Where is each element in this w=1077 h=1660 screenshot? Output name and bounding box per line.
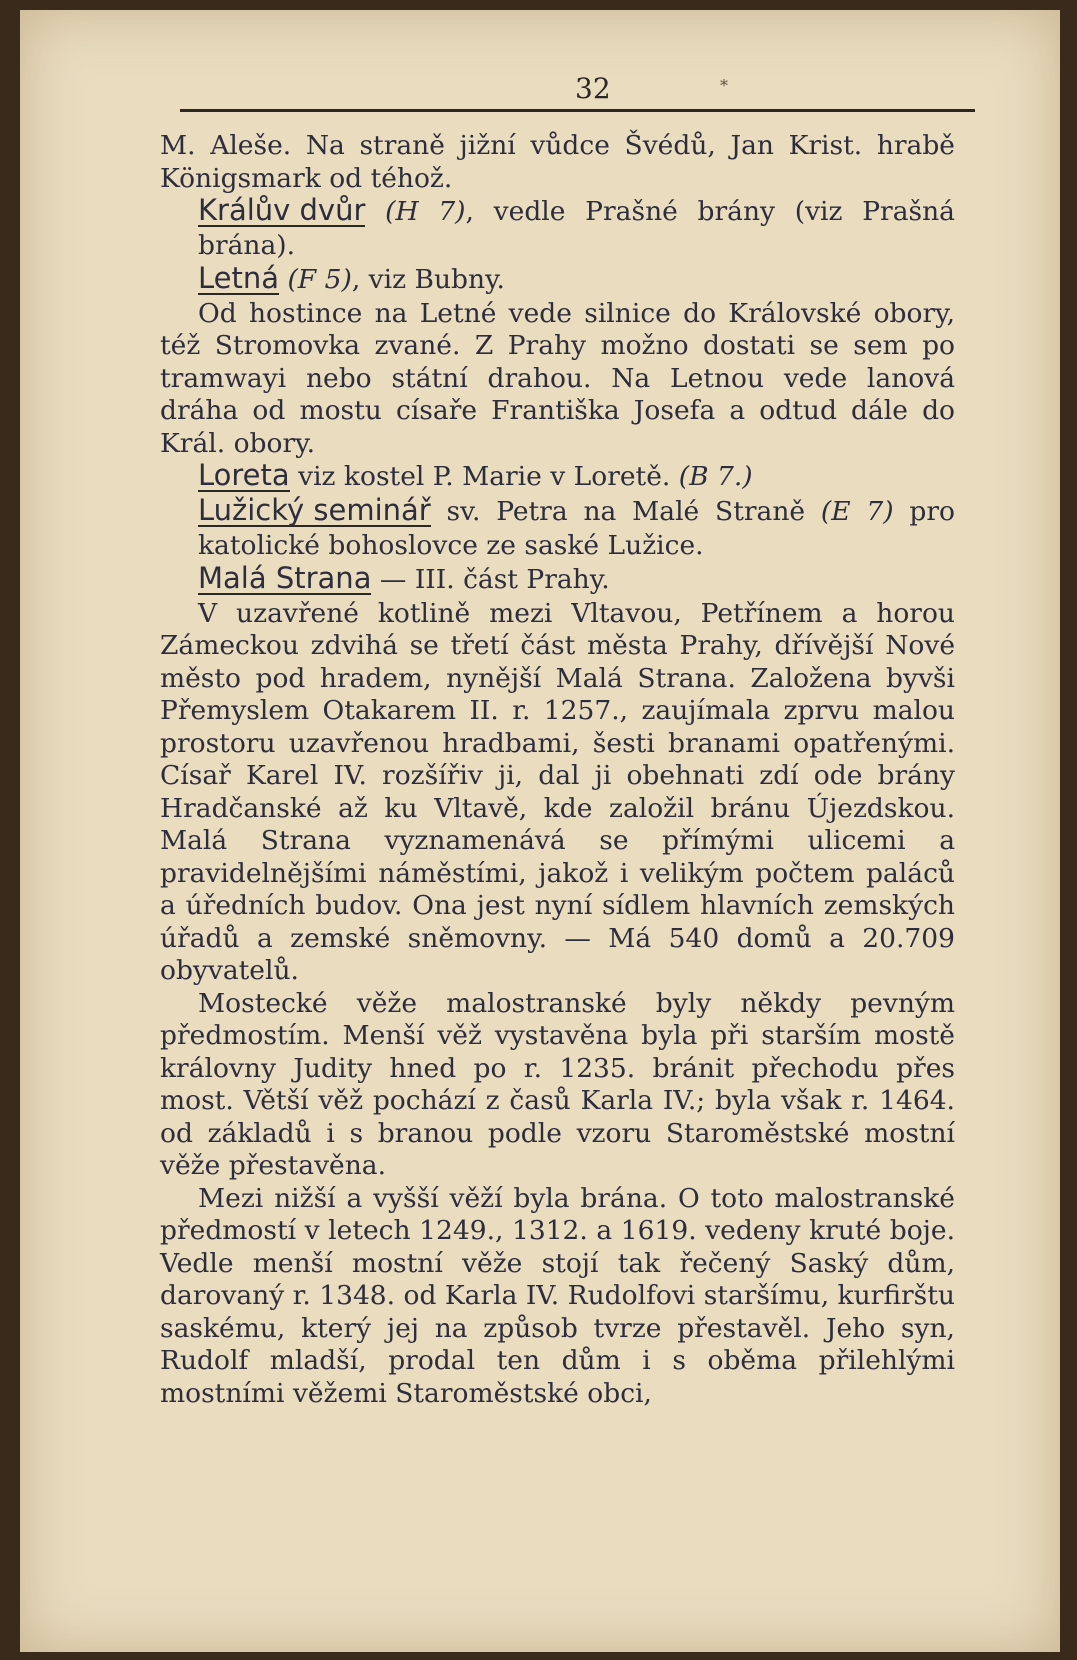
entry-letna bbox=[160, 260, 955, 298]
entry-loreta bbox=[160, 460, 955, 495]
paragraph-ales: M. Aleše. Na straně jižní vůdce Švédů, Jan Krist. hrabě Königsmark od téhož. bbox=[160, 130, 955, 194]
entry-heading: Malá Strana bbox=[198, 560, 372, 595]
map-reference: (E 7) bbox=[820, 496, 894, 527]
entry-text: , viz Bubny. bbox=[351, 263, 505, 295]
entry-text: — III. část Prahy. bbox=[371, 563, 610, 595]
page-body bbox=[160, 130, 955, 1410]
map-reference: (H 7) bbox=[385, 196, 466, 227]
entry-luzicky-seminar bbox=[160, 495, 955, 563]
entry-text: viz kostel P. Marie v Loretě. bbox=[289, 461, 679, 492]
map-reference: (F 5) bbox=[287, 263, 352, 295]
entry-heading: Loreta bbox=[198, 458, 290, 492]
map-reference: (B 7.) bbox=[678, 461, 753, 492]
entry-text: , vedle Prašné brány (viz Prašná brána). bbox=[198, 196, 955, 261]
header-rule bbox=[180, 109, 975, 112]
paragraph-mala-strana-1: V uzavřené kotlině mezi Vltavou, Petřínem a horou Zámeckou zdvihá se třetí část města Prahy, dřívější Nové město pod hradem, nynější Malá Strana. Založena byvši Přemyslem Otakarem II. r. 1257., zaujímala zprvu malou prostoru uzavřenou hradbami, šesti branami opatřenými. Císař Karel IV. rozšířiv ji, dal ji obehnati zdí ode brány Hradčanské až ku Vltavě, kde založil bránu Újezdskou. Malá Strana vyznamenává se přímými ulicemi a pravidelnějšími náměstími, jakož i velikým počtem paláců a úředních budov. Ona jest nyní sídlem hlavních zemských úřadů a zemské sněmovny. — Má 540 domů a 20.709 obyvatelů. bbox=[160, 597, 955, 986]
entry-heading: Lužický seminář bbox=[198, 493, 431, 527]
entry-kraluv-dvur bbox=[160, 195, 955, 263]
paragraph-mala-strana-2: Mostecké věže malostranské byly někdy pevným předmostím. Menší věž vystavěna byla při starším mostě královny Judity hned po r. 1235. bránit přechodu přes most. Větší věž pochází z časů Karla IV.; byla však r. 1464. od základů i s branou podle vzoru Staroměstské mostní věže přestavěna. bbox=[160, 987, 955, 1181]
paragraph-mala-strana-3: Mezi nižší a vyšší věží byla brána. O toto malostranské předmostí v letech 1249., 1312. a 1619. vedeny kruté boje. Vedle menší mostní věže stojí tak řečený Saský dům, darovaný r. 1348. od Karla IV. Rudolfovi staršímu, kurfirštu saskému, který jej na způsob tvrze přestavěl. Jeho syn, Rudolf mladší, prodal ten dům i s oběma přilehlými mostními věžemi Staroměstské obci, bbox=[160, 1182, 955, 1409]
paragraph-letna-body: Od hostince na Letné vede silnice do Královské obory, též Stromovka zvané. Z Prahy možno dostati se sem po tramwayi nebo státní drahou. Na Letnou vede lanová dráha od mostu císaře Františka Josefa a odtud dále do Král. obory. bbox=[160, 297, 955, 459]
page-number: 32 bbox=[575, 72, 611, 105]
entry-text: pro katolické bohoslovce ze saské Lužice. bbox=[198, 496, 955, 561]
entry-mala-strana bbox=[160, 560, 955, 598]
entry-text: sv. Petra na Malé Straně bbox=[430, 496, 821, 527]
header-ornament: * bbox=[720, 76, 728, 95]
entry-heading: Králův dvůr bbox=[198, 193, 366, 227]
page-header bbox=[180, 68, 975, 112]
entry-heading: Letná bbox=[198, 260, 280, 295]
